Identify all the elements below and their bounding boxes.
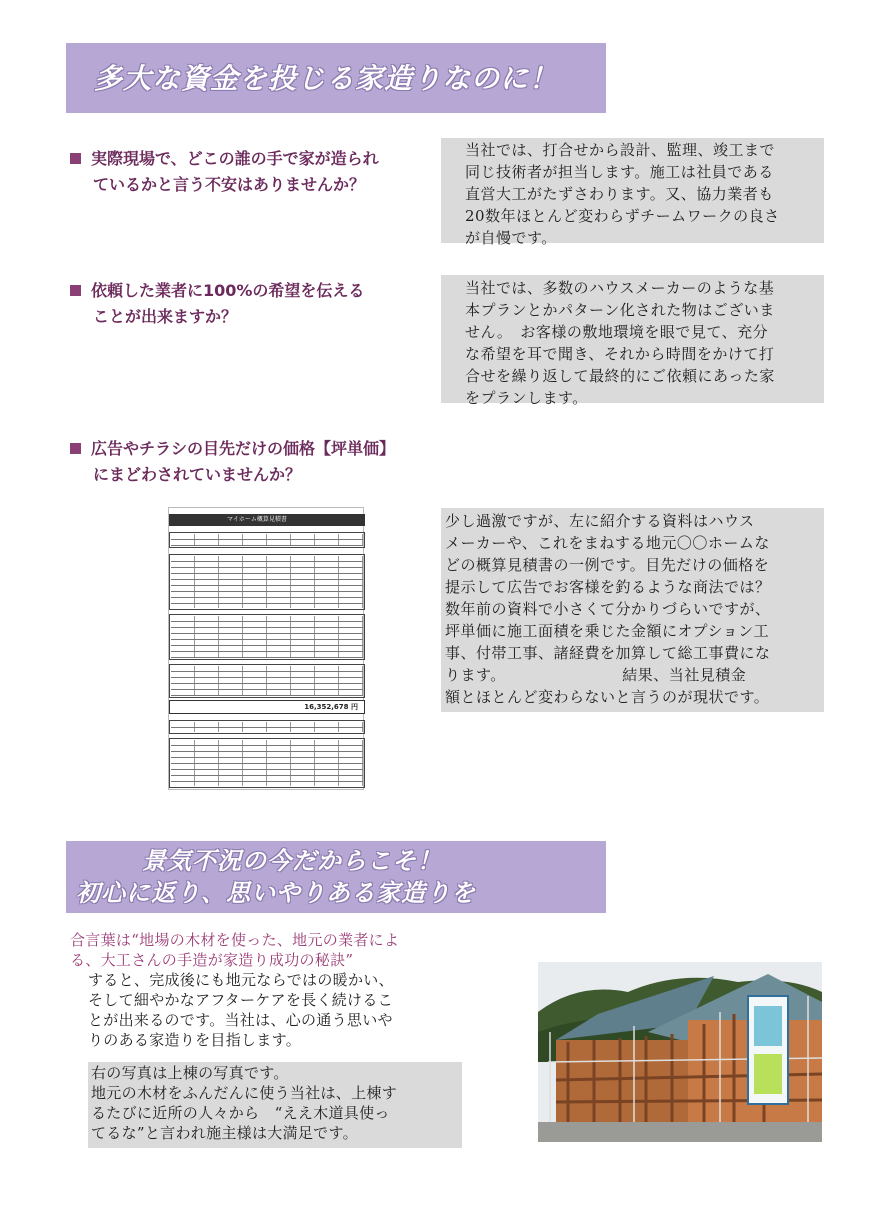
- answer-3: [441, 508, 824, 712]
- estimate-document-image: [168, 507, 364, 790]
- question-1-line2: ているかと言う不安はありませんか？: [93, 175, 366, 194]
- question-3-line1: 広告やチラシの目先だけの価格【坪単価】: [91, 439, 396, 458]
- question-2-line2: ことが出来ますか？: [93, 307, 238, 326]
- answer-1: [441, 138, 824, 247]
- estimate-table-block: [169, 614, 365, 660]
- estimate-document-title: マイホーム概算見積書: [227, 516, 287, 523]
- framing-photo: [538, 962, 822, 1142]
- question-1-line1: 実際現場で、どこの誰の手で家が造られ: [91, 149, 379, 168]
- question-2-line1: 依頼した業者に100%の希望を伝える: [91, 281, 365, 300]
- bullet-square-icon: [70, 153, 81, 164]
- answer-3-text: 少し過激ですが、左に紹介する資料はハウス メーカーや、これをまねする地元〇〇ホームな どの概算見積書の一例です。目先だけの価格を 提示して広告でお客様を釣るような商法では？ 数年前の資料で小さくて分かりづらいですが、 坪単価に施工面積を乗じた金額にオプション工 事、付帯工事、諸経費を加算して総工事費にな ります。 結果、当社見積金 額とほとんど変わらないと言うのが現状です。: [445, 512, 771, 706]
- answer-1-text: 当社では、打合せから設計、監理、竣工まで 同じ技術者が担当します。施工は社員である 直営大工がたずさわります。又、協力業者も 20数年ほとんど変わらずチームワークの良さ が自慢です。: [465, 141, 780, 247]
- answer-2-text: 当社では、多数のハウスメーカーのような基 本プランとかパターン化された物はございま せん。 お客様の敷地環境を眼で見て、充分 な希望を耳で聞き、それから時間をかけて打 合せを繰り返して最終的にご依頼にあった家 をプランします。: [465, 279, 775, 407]
- question-3-line2: にまどわされていませんか？: [93, 465, 302, 484]
- estimate-document-header: [169, 514, 365, 526]
- bullet-square-icon: [70, 443, 81, 454]
- closing-body-text: すると、完成後にも地元ならではの暖かい、 そして細やかなアフターケアを長く続けるこ とが出来るのです。当社は、心の通う思いや りのある家造りを目指します。: [88, 971, 394, 1049]
- bullet-square-icon: [70, 285, 81, 296]
- estimate-table-block: [169, 554, 365, 610]
- photo-caption: 右の写真は上棟の写真です。 地元の木材をふんだんに使う当社は、上棟す るたびに近所の人々から “ええ木道具使っ てるな”と言われ施主様は大満足です。: [88, 1062, 462, 1148]
- question-3: [70, 436, 430, 488]
- question-1: [70, 146, 430, 198]
- closing-message: [70, 930, 470, 1050]
- estimate-total: [169, 700, 365, 714]
- answer-2: [441, 275, 824, 407]
- middle-banner: [66, 841, 606, 913]
- estimate-table-block: [169, 720, 365, 734]
- house-framing-illustration: [538, 962, 822, 1142]
- top-banner: 多大な資金を投じる家造りなのに！: [66, 43, 606, 113]
- question-2: [70, 278, 430, 330]
- estimate-table-block: [169, 738, 365, 788]
- middle-banner-line2: 初心に返り、思いやりある家造りを: [76, 879, 476, 907]
- motto-text: 合言葉は“地場の木材を使った、地元の業者によ る、大工さんの手造が家造り成功の秘訣”: [70, 931, 400, 969]
- estimate-table-block: [169, 664, 365, 698]
- estimate-table-block: [169, 532, 365, 548]
- estimate-total-value: 16,352,678 円: [304, 703, 358, 711]
- middle-banner-line1: 景気不況の今だからこそ！: [142, 847, 442, 875]
